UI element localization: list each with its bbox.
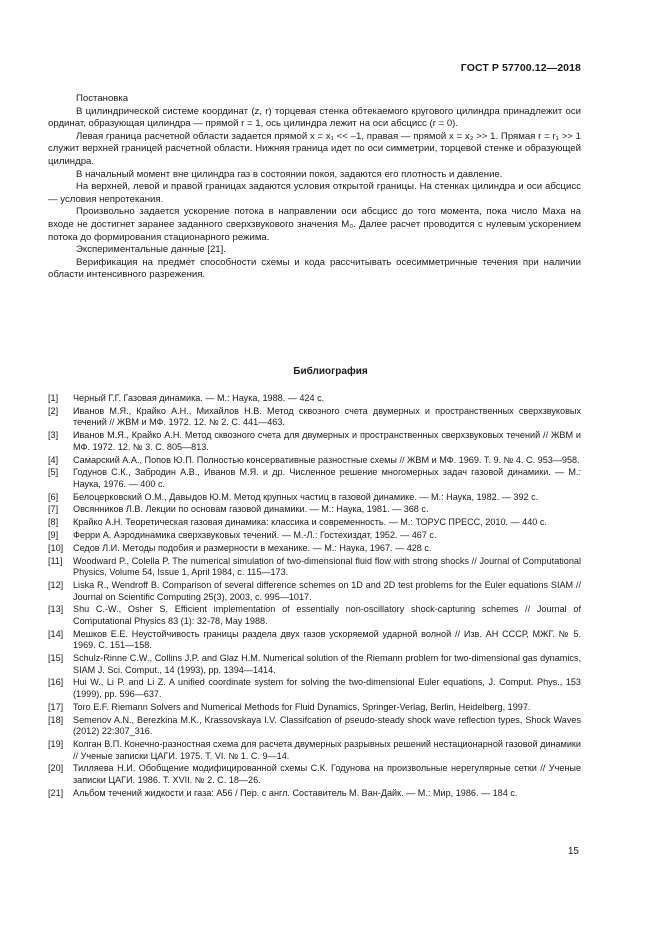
- bibliography-text: Самарский А.А., Попов Ю.П. Полностью консервативные разностные схемы // ЖВМ и МФ. 1969. Т. 9. № 4. С. 953—958.: [73, 454, 580, 465]
- standard-number: ГОСТ Р 57700.12—2018: [460, 62, 581, 74]
- bibliography-number: [21]: [48, 787, 64, 798]
- bibliography-item: [48, 556, 581, 579]
- bibliography-number: [9]: [48, 530, 59, 541]
- bibliography-item: [48, 702, 581, 714]
- bibliography-text: Shu C.-W., Osher S. Efficient implementation of essentially non-oscillatory shock-capturing schemes // Journal of Computational Physics 83 (1): 32-78, May 1988.: [73, 604, 581, 626]
- bibliography-number: [16]: [48, 677, 64, 688]
- bibliography-text: Колган В.П. Конечно-разностная схема для расчета двумерных разрывных решений нестационарной газовой динамики // Ученые записки ЦАГИ. 1975. Т. VI. № 1. С. 9—14.: [73, 739, 581, 761]
- paragraph: На верхней, левой и правой границах задаются условия открытой границы. На стенках цилиндра и оси абсцисс — условия непротекания.: [48, 181, 581, 205]
- paragraph: Постановка: [76, 93, 129, 104]
- bibliography-text: Schulz-Rinne C.W., Collins J.P. and Glaz H.M. Numerical solution of the Riemann problem for two-dimensional gas dynamics, SIAM J. Sci. Comput., 14 (1993), pp. 1394—1414.: [73, 653, 581, 675]
- bibliography-number: [5]: [48, 467, 59, 478]
- bibliography-text: Liska R., Wendroff B. Comparison of several difference schemes on 1D and 2D test problems for the Euler equations SIAM // Journal on Scientific Computing 25(3), 2003, c. 995—1017.: [73, 579, 581, 602]
- bibliography-text: Белоцерковский О.М., Давыдов Ю.М. Метод крупных частиц в газовой динамике. — М.: Наука, 1982. — 392 с.: [73, 491, 539, 502]
- bibliography-text: Крайко А.Н. Теоретическая газовая динамика: классика и современность. — М.: ТОРУС ПРЕСС, 2010. — 440 с.: [73, 517, 547, 528]
- bibliography-item: [48, 455, 581, 467]
- body-text: [48, 93, 581, 282]
- bibliography-number: [18]: [48, 714, 64, 725]
- bibliography-number: [13]: [48, 604, 64, 615]
- bibliography-text: Hui W., Li P. and Li Z. A unified coordinate system for solving the two-dimensional Euler equations, J. Comput. Phys., 153 (1999), pp. 596—637.: [73, 677, 581, 700]
- bibliography-number: [11]: [48, 555, 63, 566]
- bibliography-number: [2]: [48, 405, 59, 416]
- bibliography-number: [15]: [48, 653, 64, 664]
- bibliography-number: [3]: [48, 430, 59, 441]
- bibliography-number: [17]: [48, 701, 64, 712]
- bibliography-text: Овсянников Л.В. Лекции по основам газовой динамики. — М.: Наука, 1981. — 368 с.: [73, 504, 429, 515]
- bibliography-item: [48, 504, 581, 516]
- paragraph: В цилиндрической системе координат (z, r) торцевая стенка обтекаемого кругового цилиндра принадлежит оси ординат, образующая цилиндра — прямой r = 1, ось цилиндра лежит на оси абсцисс (r = 0).: [48, 105, 581, 130]
- bibliography-text: Иванов М.Я., Крайко А.Н., Михайлов Н.В. Метод сквозного счета двумерных и пространственных сверхзвуковых течений // ЖВМ и МФ. 1972. 12. № 2. С. 441—463.: [73, 405, 581, 428]
- bibliography-number: [19]: [48, 739, 64, 749]
- bibliography-text: Седов Л.И. Методы подобия и размерности в механике. — М.: Наука, 1967. — 428 с.: [73, 542, 432, 553]
- bibliography-number: [1]: [48, 393, 59, 403]
- bibliography-title: Библиография: [293, 366, 368, 377]
- bibliography-item: [48, 653, 581, 676]
- bibliography-text: Toro E.F. Riemann Solvers and Numerical Methods for Fluid Dynamics, Springer-Verlag, Berlin, Heidelberg, 1997.: [73, 701, 531, 712]
- bibliography-item: [48, 492, 581, 504]
- bibliography-text: Ферри А. Аэродинамика сверхзвуковых течений. — М.-Л.: Гостехиздат, 1952. — 467 с.: [73, 530, 437, 541]
- bibliography-number: [12]: [48, 579, 64, 590]
- bibliography-item: [48, 393, 581, 405]
- bibliography-text: Мешков Е.Е. Неустойчивость границы раздела двух газов ускоряемой ударной волной // Изв. АН СССР, МЖГ. № 5. 1969. С. 151—158.: [73, 628, 581, 651]
- bibliography-text: Черный Г.Г. Газовая динамика. — М.: Наука, 1988. — 424 с.: [73, 393, 325, 403]
- bibliography-text: Semenov A.N., Berezkina M.K., Krassovskaya I.V. Classifcation of pseudo-steady shock wave reflection types, Shock Waves (2012) 22:307_316.: [73, 714, 581, 737]
- bibliography-item: [48, 739, 581, 762]
- paragraph: Верификация на предмет способности схемы и кода рассчитывать осесимметричные течения при наличии области интенсивного разрежения.: [48, 256, 581, 281]
- bibliography-text: Иванов М.Я., Крайко А.Н. Метод сквозного счета для двумерных и пространственных сверхзвуковых течений // ЖВМ и МФ. 1972. 12. № 3. С. 805—813.: [73, 430, 581, 452]
- bibliography-item: [48, 604, 581, 627]
- bibliography-item: [48, 543, 581, 555]
- bibliography-item: [48, 715, 581, 738]
- bibliography-item: [48, 406, 581, 429]
- bibliography-item: [48, 580, 581, 603]
- bibliography-item: [48, 517, 581, 529]
- bibliography-item: [48, 467, 581, 490]
- bibliography-item: [48, 430, 581, 453]
- bibliography-item: [48, 530, 581, 542]
- bibliography-item: [48, 629, 581, 652]
- paragraph: Произвольно задается ускорение потока в направлении оси абсцисс до того момента, пока число Маха на входе не достигнет заранее заданного сверхзвукового значения M₀. Далее расчет проводится с нулевым ускорением потока до формирования стационарного режима.: [48, 206, 581, 243]
- bibliography-number: [7]: [48, 504, 59, 515]
- bibliography-number: [10]: [48, 542, 64, 553]
- bibliography-text: Годунов С.К., Забродин А.В., Иванов М.Я. и др. Численное решение многомерных задач газовой динамики. — М.: Наука, 1976. — 400 с.: [73, 467, 581, 489]
- page-number: 15: [567, 846, 579, 857]
- bibliography-text: Woodward P., Colella P. The numerical simulation of two-dimensional fluid flow with strong shocks // Journal of Computational Physics, Volume 54, Issue 1, April 1984, c. 115—173.: [73, 555, 581, 578]
- bibliography-number: [6]: [48, 491, 59, 502]
- bibliography-item: [48, 677, 581, 700]
- bibliography-item: [48, 788, 581, 800]
- bibliography-number: [4]: [48, 454, 59, 465]
- bibliography-list: [48, 393, 581, 801]
- bibliography-text: Тилляева Н.И. Обобщение модифицированной схемы С.К. Годунова на произвольные нерегулярные сетки // Ученые записки ЦАГИ. 1986. Т. XVII. № 2. С. 18—26.: [73, 763, 581, 785]
- bibliography-number: [20]: [48, 763, 64, 774]
- paragraph: В начальный момент вне цилиндра газ в состоянии покоя, задаются его плотность и давление.: [76, 168, 503, 180]
- bibliography-text: Альбом течений жидкости и газа: А56 / Пер. с англ. Составитель М. Ван-Дайк. — М.: Мир, 1986. — 184 с.: [73, 787, 518, 798]
- paragraph: Левая граница расчетной области задается прямой x = x₁ << –1, правая — прямой x = x₂ >> 1. Прямая r = r₁ >> 1 служит верхней границей расчетной области. Нижняя граница идет по оси симметрии, торцевой стенке и образующей цилиндра.: [48, 130, 581, 167]
- bibliography-number: [14]: [48, 628, 64, 639]
- bibliography-number: [8]: [48, 517, 59, 528]
- paragraph: Экспериментальные данные [21].: [76, 244, 226, 256]
- bibliography-item: [48, 763, 581, 786]
